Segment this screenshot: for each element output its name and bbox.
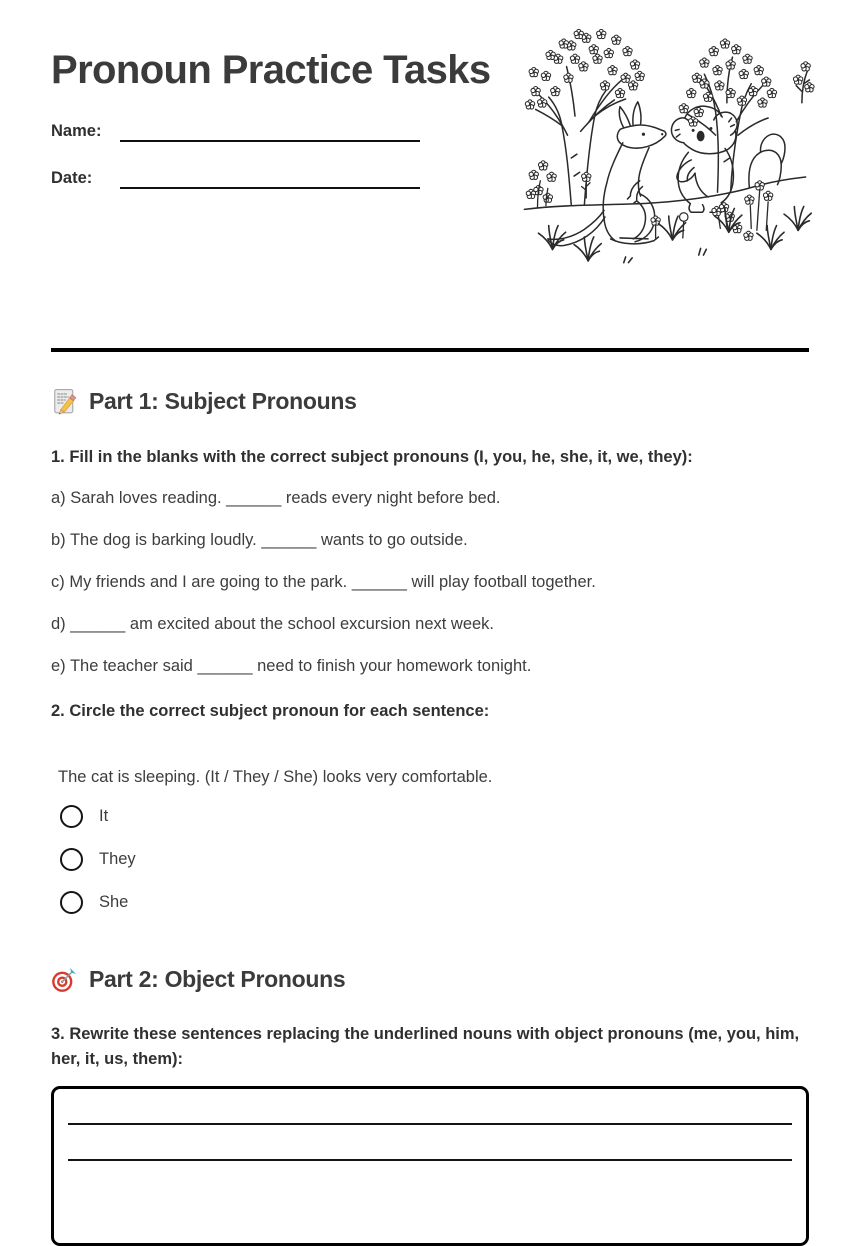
radio-button-it[interactable] xyxy=(60,805,83,828)
radio-button-she[interactable] xyxy=(60,891,83,914)
radio-label-she: She xyxy=(99,892,129,911)
answer-line-2 xyxy=(68,1125,792,1161)
name-label: Name: xyxy=(51,122,102,140)
part2-heading-text: Part 2: Object Pronouns xyxy=(89,966,346,992)
memo-pencil-icon xyxy=(51,388,78,415)
fill-blank-item-d: d) ______ am excited about the school excursion next week. xyxy=(51,615,495,633)
kangaroo-koala-illustration xyxy=(515,0,815,276)
fill-blank-item-a: a) Sarah loves reading. ______ reads every night before bed. xyxy=(51,489,501,507)
radio-label-it: It xyxy=(99,806,109,825)
fill-blank-item-c: c) My friends and I are going to the park. ______ will play football together. xyxy=(51,573,596,591)
radio-button-they[interactable] xyxy=(60,848,83,871)
date-write-line xyxy=(120,163,420,189)
fill-blank-item-b: b) The dog is barking loudly. ______ wants to go outside. xyxy=(51,531,468,549)
radio-option-it[interactable] xyxy=(51,804,809,828)
fill-blank-item-e: e) The teacher said ______ need to finish your homework tonight. xyxy=(51,657,532,675)
radio-option-she[interactable] xyxy=(51,890,809,914)
dart-target-icon xyxy=(51,966,78,993)
page-title: Pronoun Practice Tasks xyxy=(51,48,491,92)
part1-section xyxy=(51,386,809,914)
section-divider xyxy=(51,348,809,352)
question2-sentence: The cat is sleeping. (It / They / She) looks very comfortable. xyxy=(58,768,493,786)
radio-label-they: They xyxy=(99,849,136,868)
answer-box xyxy=(51,1086,809,1246)
question2-prompt: 2. Circle the correct subject pronoun for each sentence: xyxy=(51,702,490,720)
part1-heading xyxy=(51,386,809,416)
part2-heading xyxy=(51,964,809,994)
part2-section xyxy=(51,964,809,1246)
answer-line-1 xyxy=(68,1089,792,1125)
question1-prompt: 1. Fill in the blanks with the correct subject pronouns (I, you, he, she, it, we, they): xyxy=(51,448,693,466)
name-write-line xyxy=(120,116,420,142)
question3-prompt: 3. Rewrite these sentences replacing the underlined nouns with object pronouns (me, you, him, her, it, us, them): xyxy=(51,1025,800,1068)
date-label: Date: xyxy=(51,169,93,187)
header xyxy=(51,0,809,348)
part1-heading-text: Part 1: Subject Pronouns xyxy=(89,388,357,414)
radio-option-they[interactable] xyxy=(51,847,809,871)
